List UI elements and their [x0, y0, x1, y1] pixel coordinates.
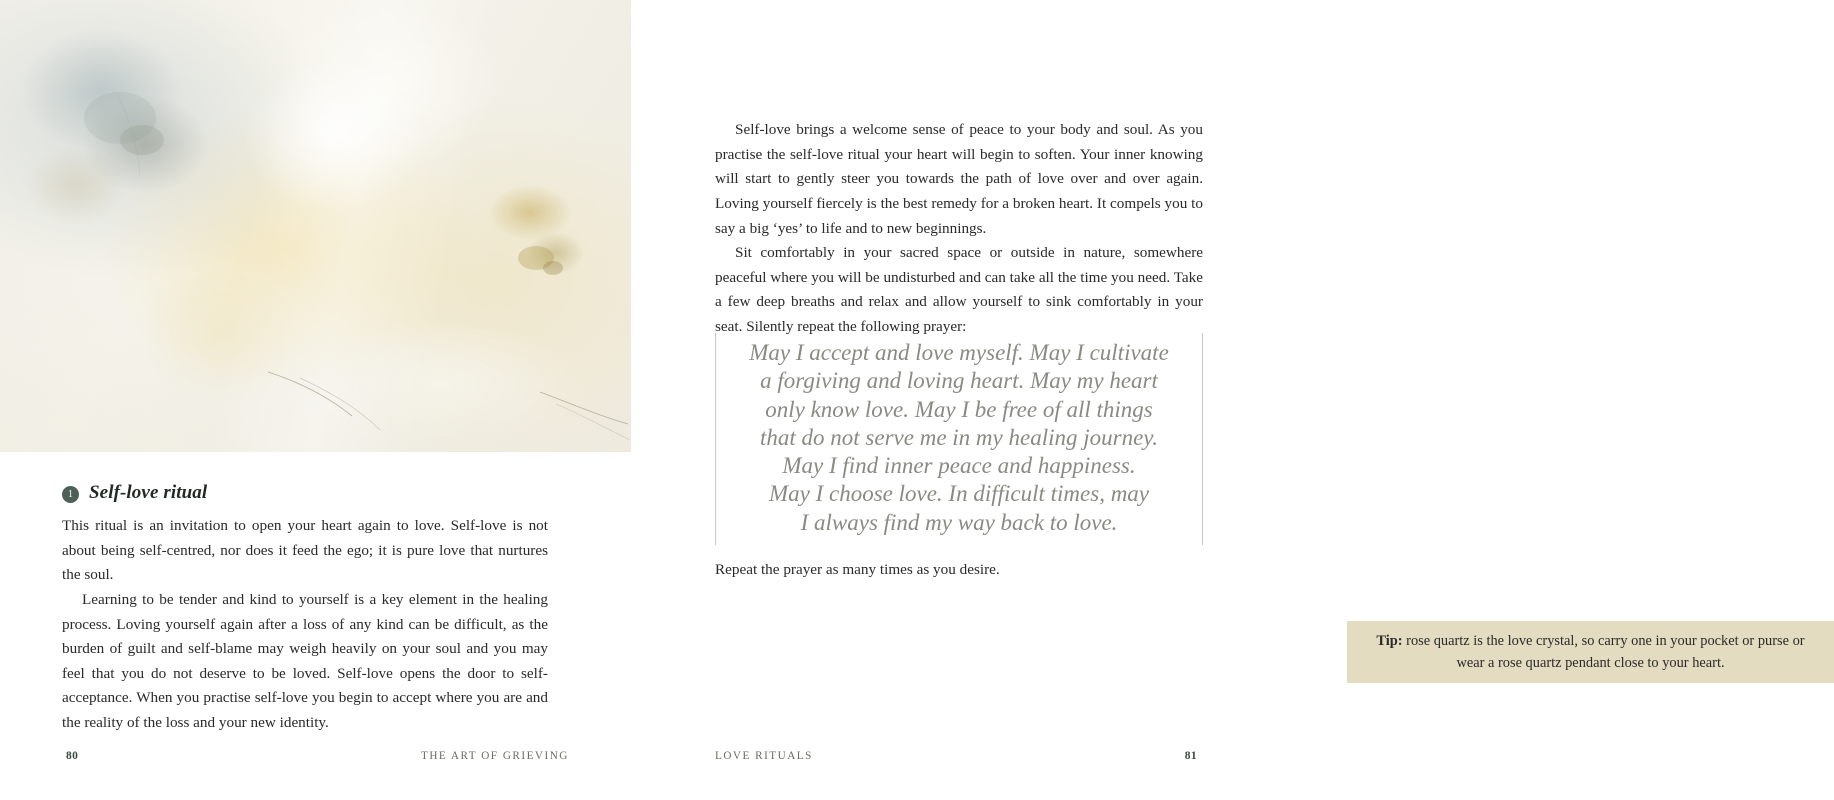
- prayer-line: I always find my way back to love.: [800, 509, 1118, 535]
- running-head-verso: THE ART OF GRIEVING: [421, 750, 569, 762]
- right-column-body: [715, 118, 1203, 340]
- chapter-artwork: [0, 0, 631, 452]
- tip-body: rose quartz is the love crystal, so carry one in your pocket or purse or wear a rose quartz pendant close to your heart.: [1402, 632, 1805, 671]
- right-paragraph-1: Self-love brings a welcome sense of peace to your body and soul. As you practise the self-love ritual your heart will begin to soften. Your inner knowing will start to gently steer you towards the path of love over and over again. Loving yourself fiercely is the best remedy for a broken heart. It compels you to say a big ‘yes’ to life and to new beginnings.: [715, 121, 1203, 237]
- left-paragraph-1: This ritual is an invitation to open your heart again to love. Self-love is not about being self-centred, nor does it feed the ego; it is pure love that nurtures the soul.: [62, 517, 548, 584]
- page-number-left: 80: [66, 750, 79, 762]
- page-number-right: 81: [1184, 750, 1197, 762]
- prayer-line: May I accept and love myself. May I cultivate: [749, 340, 1169, 365]
- ritual-title: Self-love ritual: [89, 482, 208, 503]
- artwork-ink-strokes: [0, 0, 631, 452]
- repeat-prayer-note: Repeat the prayer as many times as you desire.: [715, 561, 1000, 578]
- running-head-recto: LOVE RITUALS: [715, 750, 813, 762]
- page-right: [631, 0, 1805, 800]
- prayer-line: that do not serve me in my healing journey.: [760, 424, 1158, 450]
- prayer-line: only know love. May I be free of all things: [765, 396, 1153, 422]
- tip-box: [1347, 621, 1834, 683]
- prayer-line: a forgiving and loving heart. May my heart: [760, 368, 1158, 394]
- right-paragraph-2: Sit comfortably in your sacred space or outside in nature, somewhere peaceful where you will be undisturbed and can take all the time you need. Take a few deep breaths and relax and allow yourself to sink comfortably in your seat. Silently repeat the following prayer:: [715, 244, 1203, 335]
- tip-label: Tip:: [1376, 632, 1403, 649]
- prayer-line: May I choose love. In difficult times, may: [768, 481, 1150, 507]
- tip-text: [1347, 630, 1834, 675]
- page-left: [0, 0, 631, 800]
- left-paragraph-2: Learning to be tender and kind to yourself is a key element in the healing process. Loving yourself again after a loss of any kind can be difficult, as the burden of guilt and self-blame may weigh heavily on your soul and you may feel that you do not deserve to be loved. Self-love opens the door to self-acceptance. When you practise self-love you begin to accept where you are and the reality of the loss and your new identity.: [62, 590, 548, 731]
- ritual-heading: [62, 482, 548, 504]
- left-column-body: [62, 482, 548, 736]
- prayer-block: [715, 333, 1203, 545]
- ritual-number-badge: 1: [62, 486, 79, 503]
- prayer-line: May I find inner peace and happiness.: [782, 453, 1136, 479]
